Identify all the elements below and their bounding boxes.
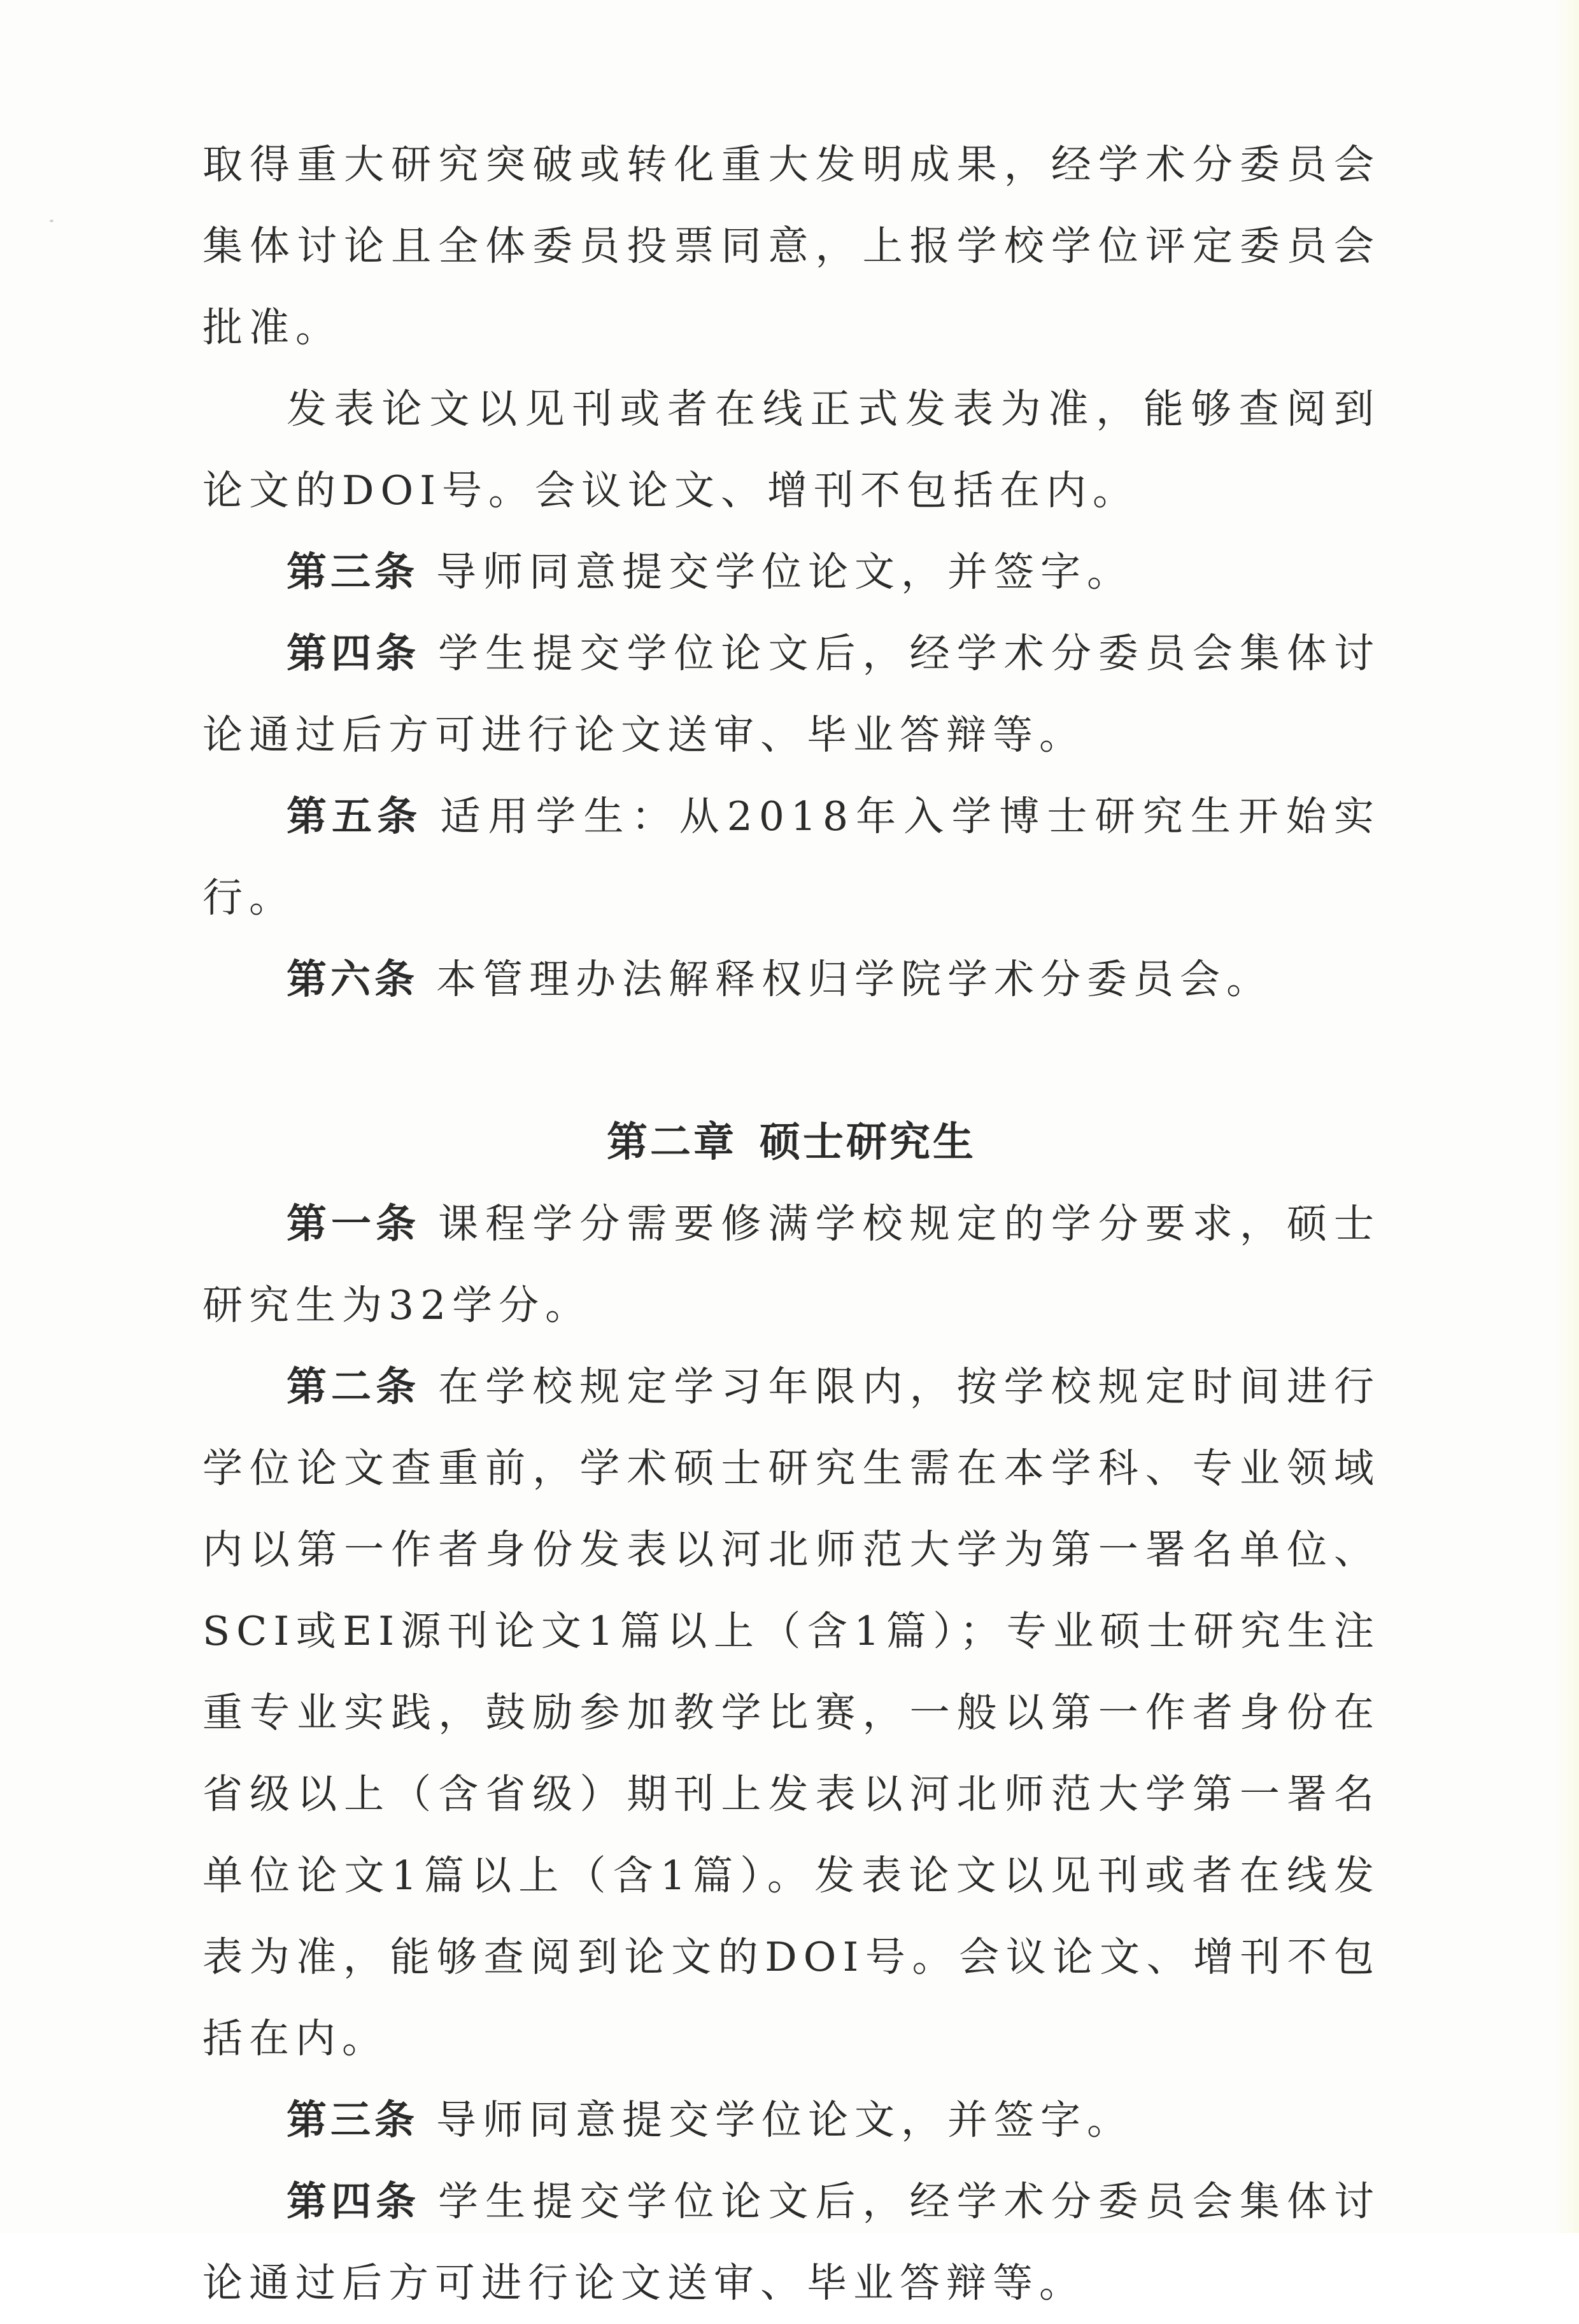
article-six-doctoral xyxy=(202,939,1380,1020)
article-label: 第四条 xyxy=(287,2178,421,2225)
paragraph-text: 取得重大研究突破或转化重大发明成果，经学术分委员会集体讨论且全体委员投票同意，上报学校学位评定委员会批准。 xyxy=(202,141,1380,351)
chapter-heading xyxy=(202,1102,1380,1183)
article-two-master xyxy=(202,1346,1380,2080)
article-label: 第一条 xyxy=(287,1201,421,1247)
paragraph-text: 在学校规定学习年限内，按学校规定时间进行学位论文查重前，学术硕士研究生需在本学科、专业领域内以第一作者身份发表以河北师范大学为第一署名单位、SCI或EI源刊论文1篇以上（含1篇）；专业硕士研究生注重专业实践，鼓励参加教学比赛，一般以第一作者身份在省级以上（含省级）期刊上发表以河北师范大学第一署名单位论文1篇以上（含1篇）。发表论文以见刊或者在线发表为准，能够查阅到论文的DOI号。会议论文、增刊不包括在内。 xyxy=(202,1363,1381,2062)
scan-speck xyxy=(50,220,53,222)
paragraph-text: 导师同意提交学位论文，并签字。 xyxy=(436,549,1133,595)
paragraph-text: 适用学生：从2018年入学博士研究生开始实行。 xyxy=(202,793,1380,921)
article-one-master xyxy=(202,1183,1380,1346)
paragraph-top-0 xyxy=(202,124,1380,369)
paragraph-text: 课程学分需要修满学校规定的学分要求，硕士研究生为32学分。 xyxy=(202,1201,1381,1328)
article-label: 第五条 xyxy=(287,793,423,840)
page-edge-tint xyxy=(1554,0,1579,2233)
paragraph-text: 学生提交学位论文后，经学术分委员会集体讨论通过后方可进行论文送审、毕业答辩等。 xyxy=(202,2178,1381,2306)
chapter-number: 第二章 xyxy=(607,1119,737,1166)
paragraph-top-1 xyxy=(202,369,1380,532)
article-label: 第二条 xyxy=(287,1363,421,1410)
article-four-master xyxy=(202,2161,1380,2324)
article-three-master xyxy=(202,2080,1380,2161)
article-label: 第四条 xyxy=(287,630,421,677)
paragraph-text: 导师同意提交学位论文，并签字。 xyxy=(436,2097,1133,2143)
paragraph-text: 学生提交学位论文后，经学术分委员会集体讨论通过后方可进行论文送审、毕业答辩等。 xyxy=(202,630,1381,758)
article-label: 第三条 xyxy=(287,549,418,595)
paragraph-text: 发表论文以见刊或者在线正式发表为准，能够查阅到论文的DOI号。会议论文、增刊不包括在内。 xyxy=(202,386,1380,514)
article-four-doctoral xyxy=(202,613,1380,776)
document-body xyxy=(202,124,1380,2324)
chapter-title: 硕士研究生 xyxy=(760,1119,976,1166)
article-label: 第三条 xyxy=(287,2097,418,2143)
article-three-doctoral xyxy=(202,532,1380,613)
article-five-doctoral xyxy=(202,776,1380,939)
paragraph-text: 本管理办法解释权归学院学术分委员会。 xyxy=(436,956,1273,1003)
article-label: 第六条 xyxy=(287,956,418,1003)
